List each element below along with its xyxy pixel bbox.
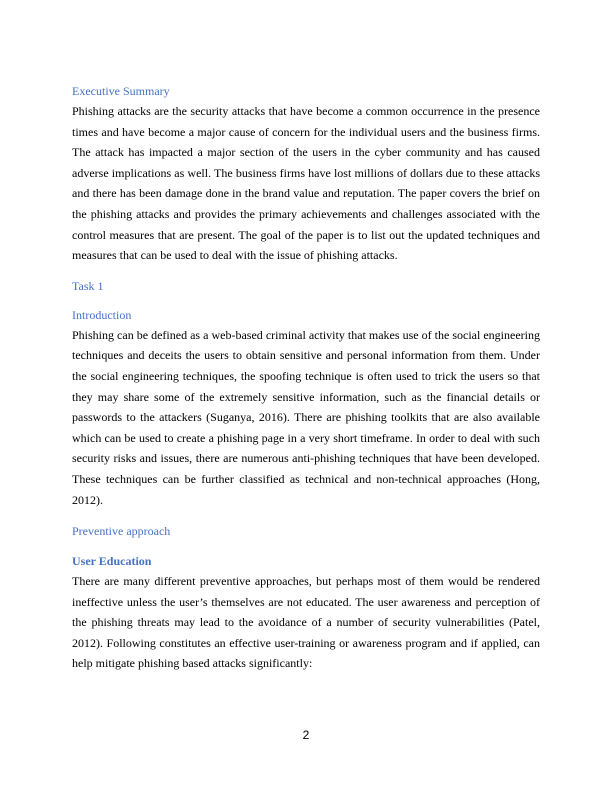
executive-summary-heading: Executive Summary xyxy=(72,84,170,98)
introduction-heading: Introduction xyxy=(72,307,132,322)
preventive-approach-heading: Preventive approach xyxy=(72,524,171,539)
executive-summary-paragraph: Phishing attacks are the security attacks that have become a common occurrence in the presence times and have become a major cause of concern for the individual users and the business firms. The attack has impacted a major section of the users in the cyber community and has caused adverse implications as well. The business firms have lost millions of dollars due to these attacks and there has been damage done in the brand value and reputation. The paper covers the brief on the phishing attacks and provides the primary achievements and challenges associated with the control measures that are present. The goal of the paper is to list out the updated techniques and measures that can be used to deal with the issue of phishing attacks. xyxy=(72,104,540,263)
user-education-heading: User Education xyxy=(72,554,152,569)
introduction-paragraph: Phishing can be defined as a web-based criminal activity that makes use of the social engineering techniques and deceits the users to obtain sensitive and personal information from them. Under the social engineering techniques, the spoofing technique is often used to trick the users so that they may share some of the extremely sensitive information, such as the financial details or passwords to the attackers (Suganya, 2016). There are phishing toolkits that are also available which can be used to create a phishing page in a very short timeframe. In order to deal with such security risks and issues, there are numerous anti-phishing techniques that have been developed. These techniques can be further classified as technical and non-technical approaches (Hong, 2012). xyxy=(72,327,540,507)
task-1-heading: Task 1 xyxy=(72,278,104,293)
user-education-paragraph: There are many different preventive approaches, but perhaps most of them would be rendered ineffective unless the user’s themselves are not educated. The user awareness and perception of the phishing threats may lead to the avoidance of a number of security vulnerabilities (Patel, 2012). Following constitutes an effective user-training or awareness program and if applied, can help mitigate phishing based attacks significantly: xyxy=(72,574,540,671)
page-content xyxy=(72,82,540,674)
page-number: 2 xyxy=(302,728,310,742)
